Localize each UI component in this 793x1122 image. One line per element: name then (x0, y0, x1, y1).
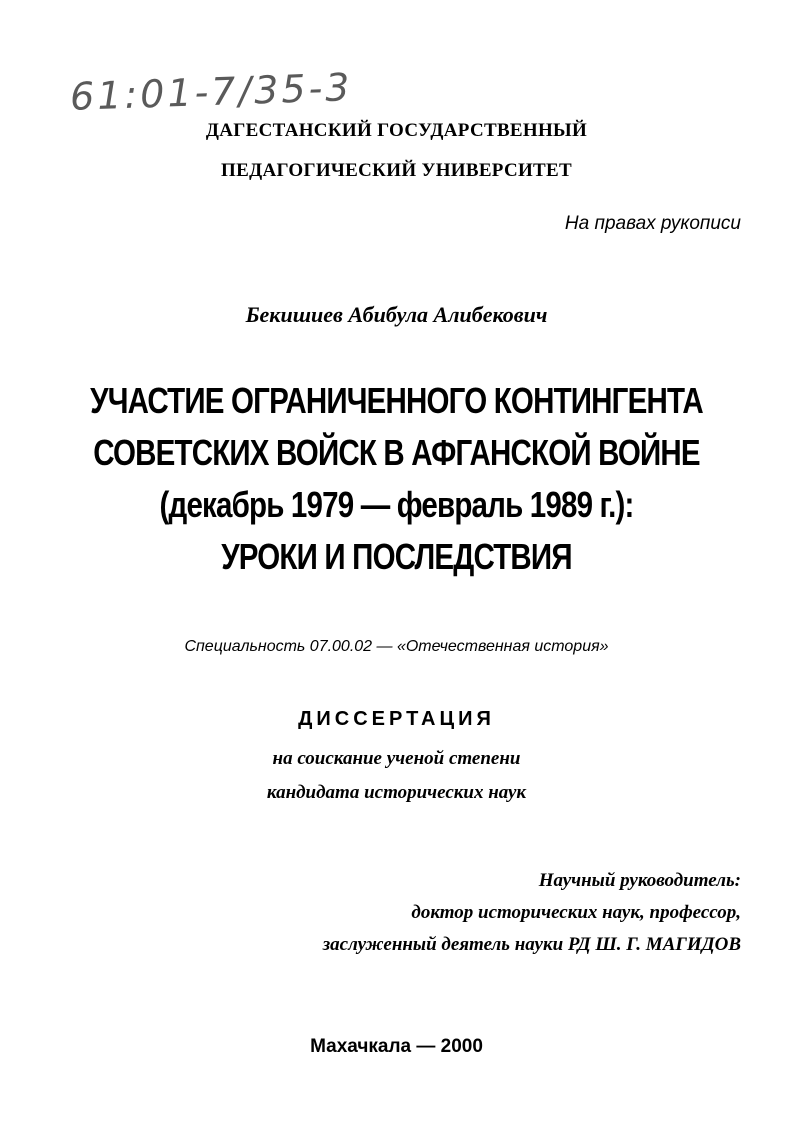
author-name: Бекишиев Абибула Алибекович (245, 302, 548, 327)
city-year: Махачкала — 2000 (310, 1036, 483, 1057)
title-line1: УЧАСТИЕ ОГРАНИЧЕННОГО КОНТИНГЕНТА (90, 380, 703, 421)
title-line3: (декабрь 1979 — февраль 1989 г.): (159, 484, 634, 525)
advisor-credentials: доктор исторических наук, профессор, (411, 902, 741, 923)
university-name-line2: ПЕДАГОГИЧЕСКИЙ УНИВЕРСИТЕТ (221, 160, 572, 181)
advisor-label: Научный руководитель: (538, 870, 741, 891)
dissertation-heading: ДИССЕРТАЦИЯ (298, 708, 495, 730)
handwritten-catalog-number: 61:01-7/35-3 (69, 65, 354, 119)
specialty: Специальность 07.00.02 — «Отечественная история» (184, 638, 609, 655)
title-line2: СОВЕТСКИХ ВОЙСК В АФГАНСКОЙ ВОЙНЕ (93, 432, 700, 473)
degree-line2: кандидата исторических наук (266, 782, 527, 803)
university-name-line1: ДАГЕСТАНСКИЙ ГОСУДАРСТВЕННЫЙ (205, 120, 588, 141)
degree-line1: на соискание ученой степени (272, 748, 521, 769)
manuscript-note: На правах рукописи (564, 213, 741, 234)
title-line4: УРОКИ И ПОСЛЕДСТВИЯ (221, 536, 572, 577)
advisor-name: заслуженный деятель науки РД Ш. Г. МАГИДОВ (322, 934, 741, 955)
